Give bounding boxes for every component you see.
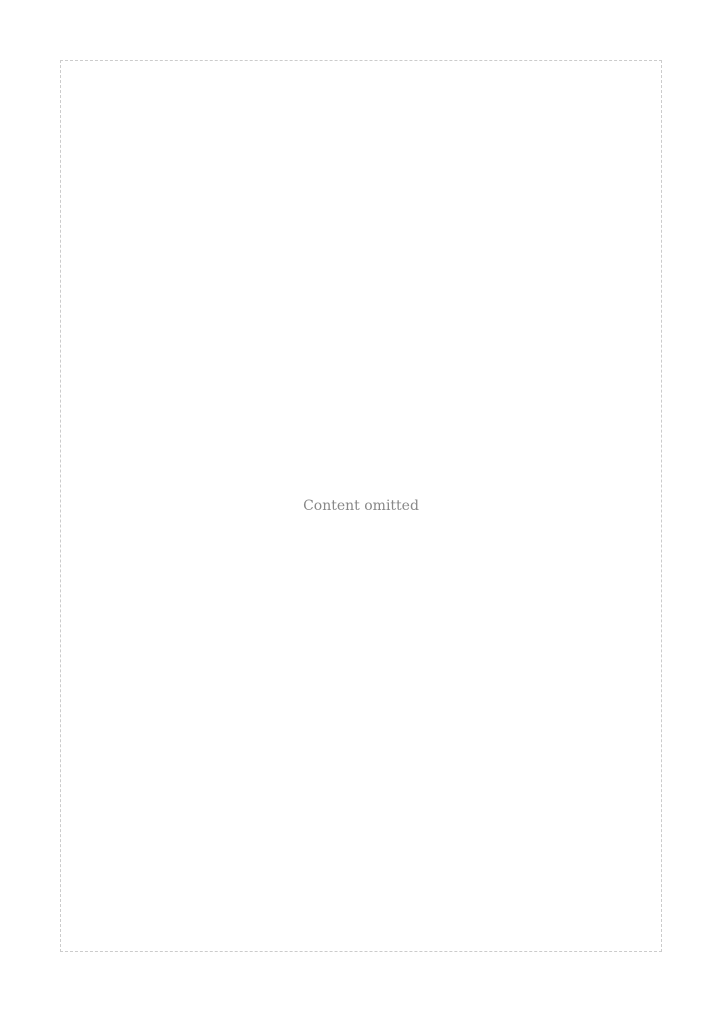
- placeholder-note: Content omitted: [303, 498, 419, 514]
- document-page: [60, 60, 662, 952]
